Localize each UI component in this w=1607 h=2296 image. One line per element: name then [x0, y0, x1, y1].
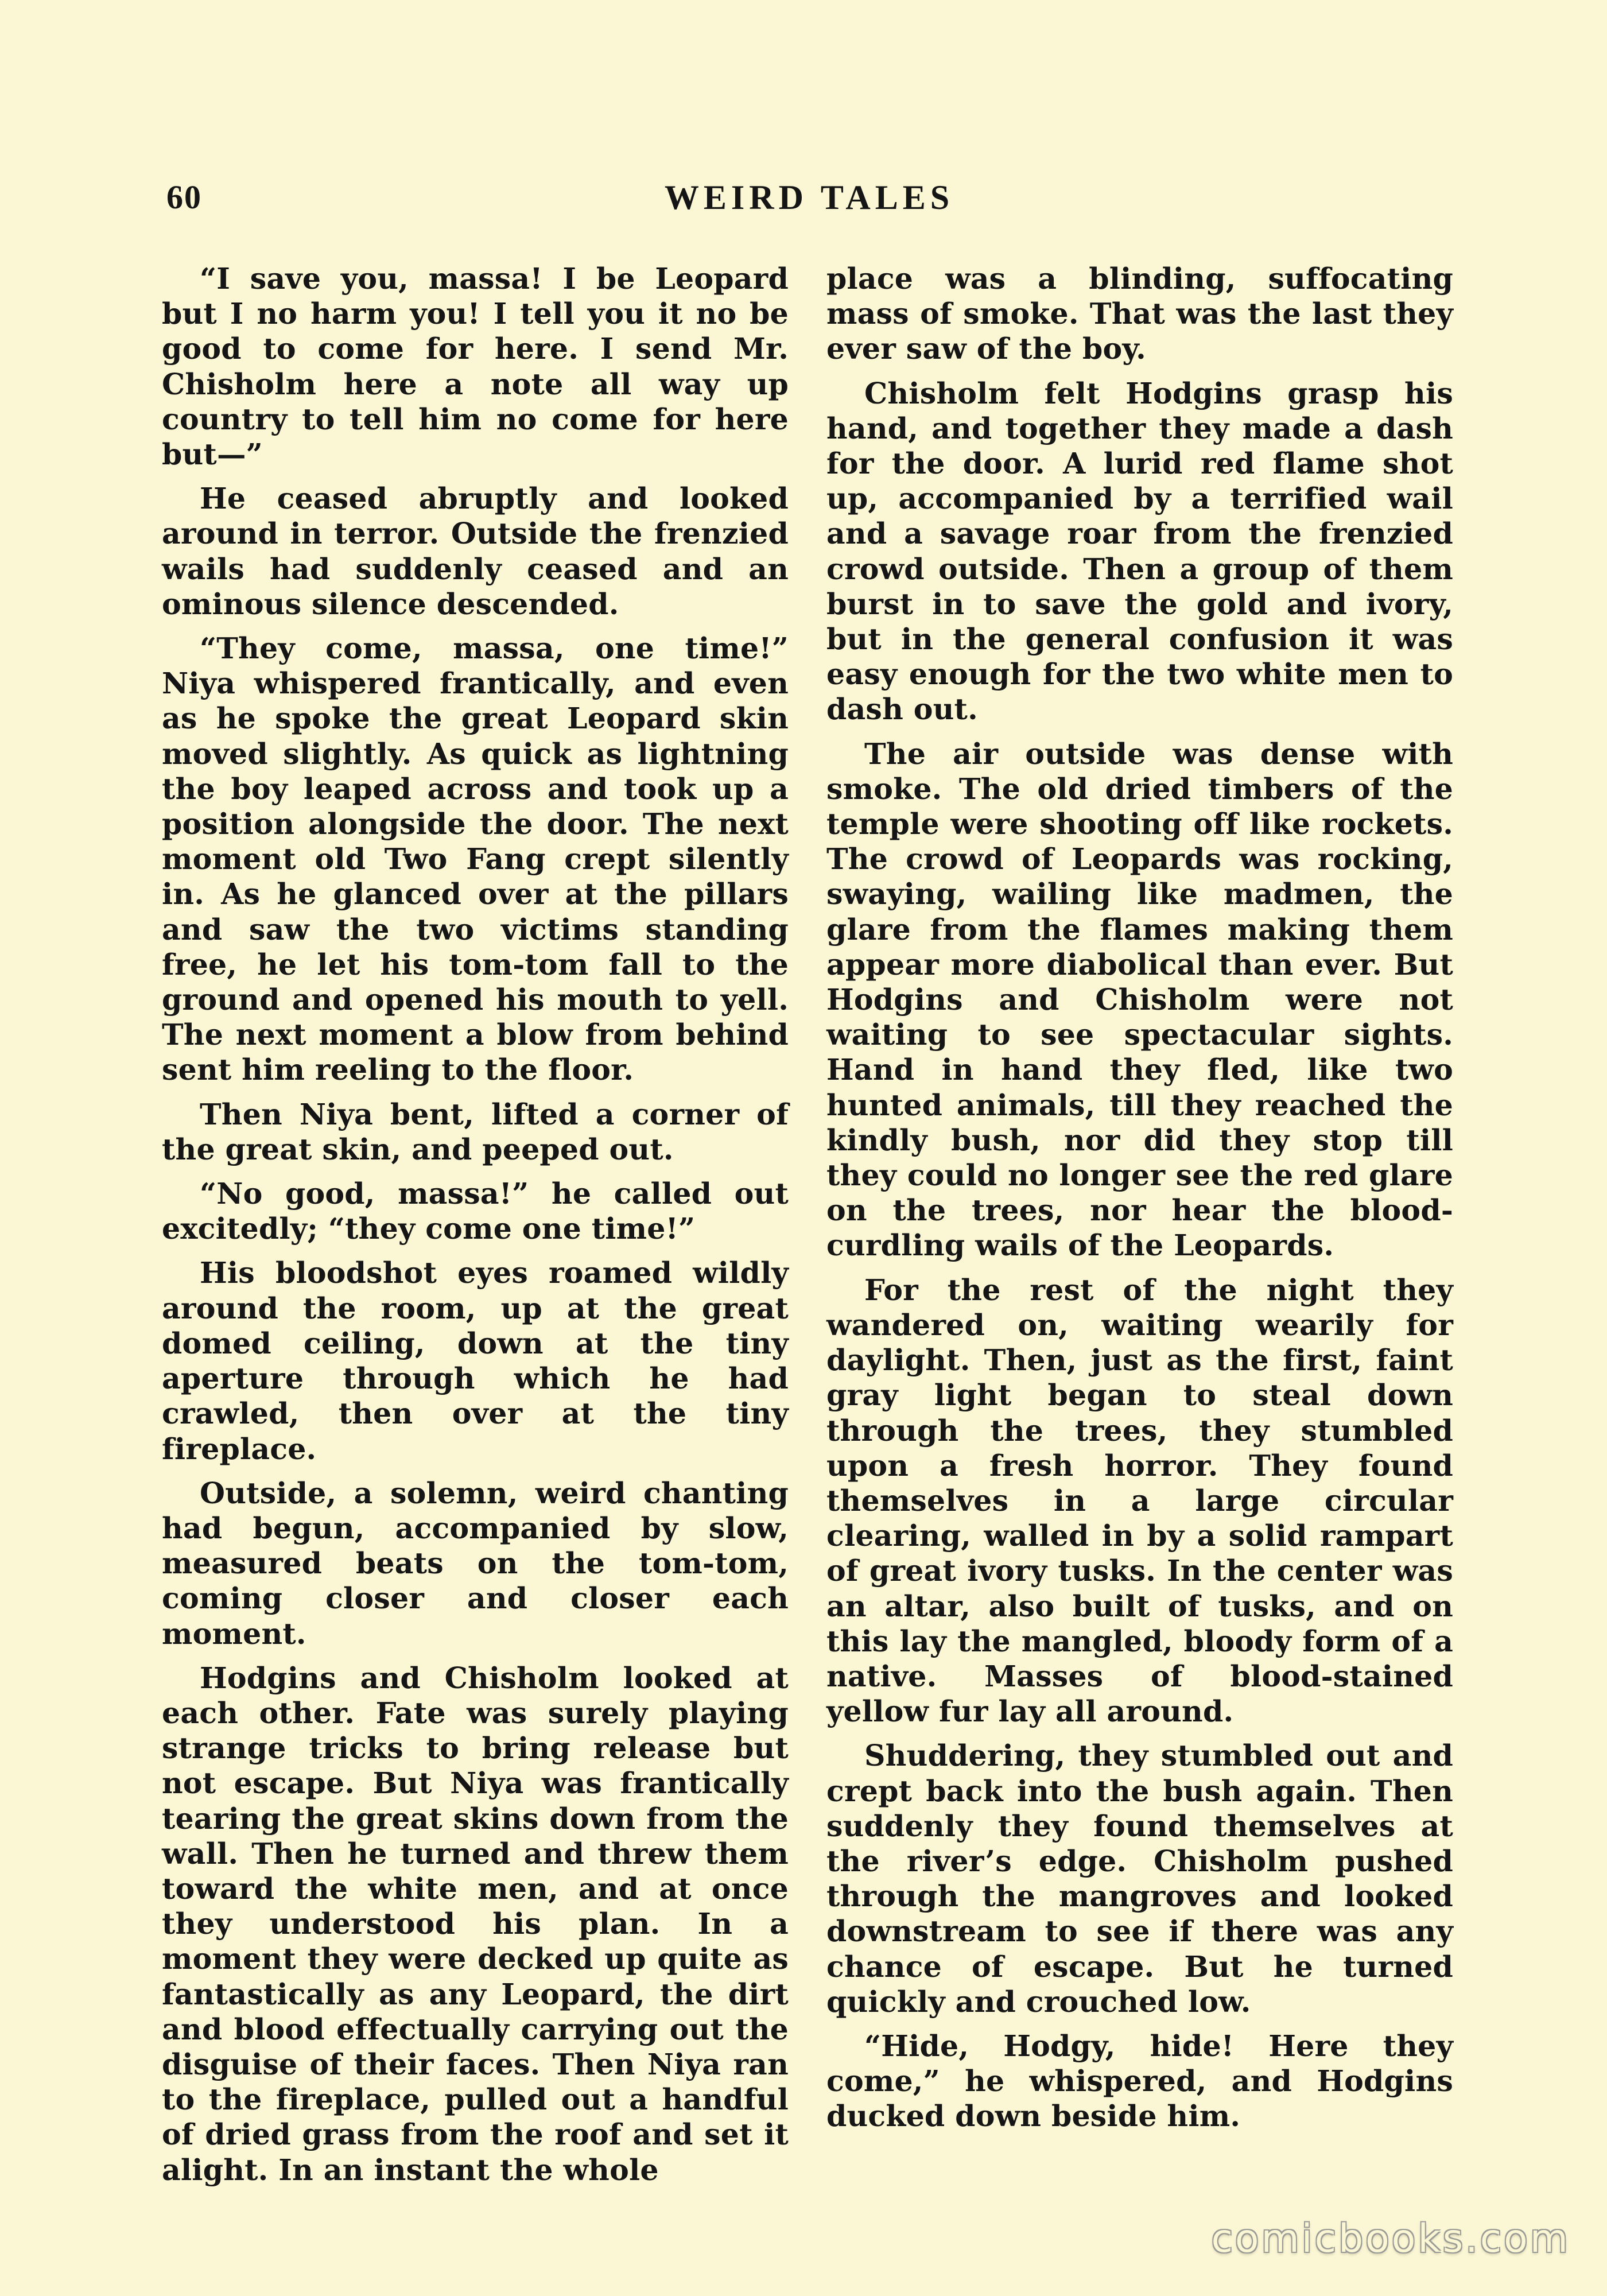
- paragraph: “I save you, massa! I be Leopard but I no harm you! I tell you it no be good to come for here. I send Mr. Chisholm here a note all way up country to tell him no come for here but—”: [162, 262, 789, 472]
- paragraph: “Hide, Hodgy, hide! Here they come,” he whispered, and Hodgins ducked down beside him.: [826, 2029, 1453, 2134]
- paragraph: Chisholm felt Hodgins grasp his hand, and together they made a dash for the door. A lurid red flame shot up, accompanied by a terrified wail and a savage roar from the frenzied crowd outside. Then a group of them burst in to save the gold and ivory, but in the general confusion it was easy enough for the two white men to dash out.: [826, 376, 1453, 727]
- left-column: [162, 261, 789, 2187]
- page-number: 60: [166, 179, 202, 216]
- paragraph: For the rest of the night they wandered on, waiting wearily for daylight. Then, just as the first, faint gray light began to steal down through the trees, they stumbled upon a fresh horror. They found themselves in a large circular clearing, walled in by a solid rampart of great ivory tusks. In the center was an altar, also built of tusks, and on this lay the mangled, bloody form of a native. Masses of blood-stained yellow fur lay all around.: [826, 1273, 1453, 1729]
- right-column: [826, 261, 1453, 2144]
- running-title: WEIRD TALES: [664, 179, 954, 216]
- paragraph: Shuddering, they stumbled out and crept back into the bush again. Then suddenly they found themselves at the river’s edge. Chisholm pushed through the mangroves and looked downstream to see if there was any chance of escape. But he turned quickly and crouched low.: [826, 1739, 1453, 2019]
- paragraph: He ceased abruptly and looked around in terror. Outside the frenzied wails had suddenly ceased and an ominous silence descended.: [162, 482, 789, 621]
- paragraph: Outside, a solemn, weird chanting had begun, accompanied by slow, measured beats on the tom-tom, coming closer and closer each moment.: [162, 1476, 789, 1651]
- paragraph: “No good, massa!” he called out excitedly; “they come one time!”: [162, 1177, 789, 1246]
- paragraph: Then Niya bent, lifted a corner of the great skin, and peeped out.: [162, 1097, 789, 1166]
- paragraph: His bloodshot eyes roamed wildly around the room, up at the great domed ceiling, down at the tiny aperture through which he had crawled, then over at the tiny fireplace.: [162, 1256, 789, 1466]
- paragraph: “They come, massa, one time!” Niya whispered frantically, and even as he spoke the great Leopard skin moved slightly. As quick as lightning the boy leaped across and took up a position alongside the door. The next moment old Two Fang crept silently in. As he glanced over at the pillars and saw the two victims standing free, he let his tom-tom fall to the ground and opened his mouth to yell. The next moment a blow from behind sent him reeling to the floor.: [162, 631, 789, 1087]
- page-header: [166, 172, 1452, 235]
- paragraph-continued: place was a blinding, suffocating mass of smoke. That was the last they ever saw of the boy.: [826, 262, 1453, 366]
- site-watermark: comicbooks.com: [1211, 2216, 1570, 2262]
- paragraph: The air outside was dense with smoke. The old dried timbers of the temple were shooting off like rockets. The crowd of Leopards was rocking, swaying, wailing like madmen, the glare from the flames making them appear more diabolical than ever. But Hodgins and Chisholm were not waiting to see spectacular sights. Hand in hand they fled, like two hunted animals, till they reached the kindly bush, nor did they stop till they could no longer see the red glare on the trees, nor hear the blood-curdling wails of the Leopards.: [826, 736, 1453, 1263]
- paragraph: Hodgins and Chisholm looked at each other. Fate was surely playing strange tricks to bring release but not escape. But Niya was frantically tearing the great skins down from the wall. Then he turned and threw them toward the white men, and at once they understood his plan. In a moment they were decked up quite as fantastically as any Leopard, the dirt and blood effectually carrying out the disguise of their faces. Then Niya ran to the fireplace, pulled out a handful of dried grass from the roof and set it alight. In an instant the whole: [162, 1661, 789, 2187]
